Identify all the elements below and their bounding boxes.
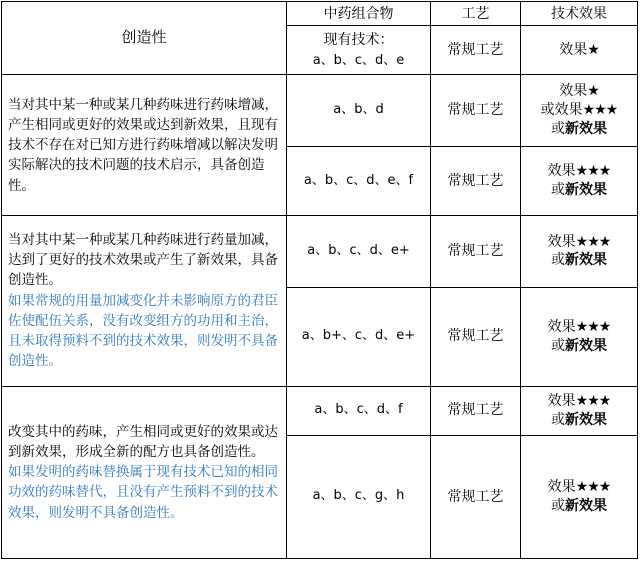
group-2-description <box>2 216 287 386</box>
effect-cell <box>521 435 638 559</box>
combo-cell: a、b、c、d、e+ <box>287 216 431 287</box>
prior-art-process: 常规工艺 <box>431 26 521 75</box>
new-effect-text: 新效果 <box>565 182 607 198</box>
effect-cell <box>521 287 638 386</box>
new-effect-text: 新效果 <box>565 121 607 138</box>
description-note: 如果发明的药味替换属于现有技术已知的相同功效的药味替代，且没有产生预料不到的技术效果，则发明不具备创造性。 <box>8 464 278 521</box>
effect-text: 或 <box>551 121 565 138</box>
description-text: 当对其中某一种或某几种药味进行药味增减，产生相同或更好的效果或达到新效果，且现有技术不存在对已知方进行药味增减以解决发明实际解决的技术问题的技术启示，具备创造性。 <box>8 96 278 194</box>
process-cell: 常规工艺 <box>431 146 521 215</box>
effect-cell <box>521 75 638 146</box>
creativity-table <box>1 1 638 559</box>
star-icon: ★★★ <box>575 392 611 409</box>
effect-text: 或效果 <box>540 102 583 119</box>
star-icon: ★★★ <box>582 102 618 119</box>
effect-text: 或 <box>551 337 565 354</box>
new-effect-text: 新效果 <box>565 497 607 514</box>
star-icon: ★★★ <box>575 478 611 495</box>
description-note: 如果常规的用量加减变化并未影响原方的君臣佐使配伍关系，没有改变组方的功用和主治，且未取得预料不到的技术效果，则发明不具备创造性。 <box>8 292 278 370</box>
effect-text: 效果 <box>547 478 576 495</box>
new-effect-text: 新效果 <box>565 252 607 269</box>
star-icon: ★★★ <box>575 318 611 335</box>
process-cell: 常规工艺 <box>431 287 521 386</box>
effect-text: 或 <box>551 497 565 514</box>
effect-cell <box>521 386 638 435</box>
star-icon: ★★★ <box>575 233 611 250</box>
description-text: 改变其中的药味，产生相同或更好的效果或达到新效果，形成全新的配方也具备创造性。 <box>8 423 278 460</box>
combo-cell: a、b、d <box>287 75 431 146</box>
new-effect-text: 新效果 <box>565 411 607 428</box>
group-1-description <box>2 75 287 216</box>
star-icon: ★★★ <box>575 163 611 180</box>
process-cell: 常规工艺 <box>431 386 521 435</box>
description-text: 当对其中某一种或某几种药味进行药量加减，达到了更好的技术效果或产生了新效果，具备创造性。 <box>8 231 278 289</box>
prior-art-combo: a、b、c、d、e <box>312 53 405 69</box>
prior-art-cell <box>287 26 431 75</box>
effect-cell <box>521 146 638 215</box>
header-criterion: 创造性 <box>2 2 287 75</box>
combo-cell: a、b+、c、d、e+ <box>287 287 431 386</box>
process-cell: 常规工艺 <box>431 216 521 287</box>
effect-text: 效果 <box>547 163 576 180</box>
prior-art-label: 现有技术： <box>323 31 394 48</box>
effect-text: 或 <box>551 252 565 269</box>
effect-text: 效果 <box>547 392 576 409</box>
effect-text: 效果 <box>559 83 588 100</box>
prior-art-effect <box>521 26 638 75</box>
effect-text: 效果 <box>559 42 588 58</box>
effect-text: 或 <box>551 411 565 428</box>
process-cell: 常规工艺 <box>431 75 521 146</box>
header-effect: 技术效果 <box>521 2 638 26</box>
effect-text: 效果 <box>547 318 576 335</box>
header-composition: 中药组合物 <box>287 2 431 26</box>
star-icon: ★ <box>587 83 599 100</box>
process-cell: 常规工艺 <box>431 435 521 559</box>
star-icon: ★ <box>587 42 599 58</box>
group-3-description <box>2 386 287 558</box>
header-process: 工艺 <box>431 2 521 26</box>
effect-text: 效果 <box>547 233 576 250</box>
combo-cell: a、b、c、d、e、f <box>287 146 431 215</box>
new-effect-text: 新效果 <box>565 337 607 354</box>
effect-cell <box>521 216 638 287</box>
combo-cell: a、b、c、g、h <box>287 435 431 559</box>
effect-text: 或 <box>551 182 565 198</box>
combo-cell: a、b、c、d、f <box>287 386 431 435</box>
